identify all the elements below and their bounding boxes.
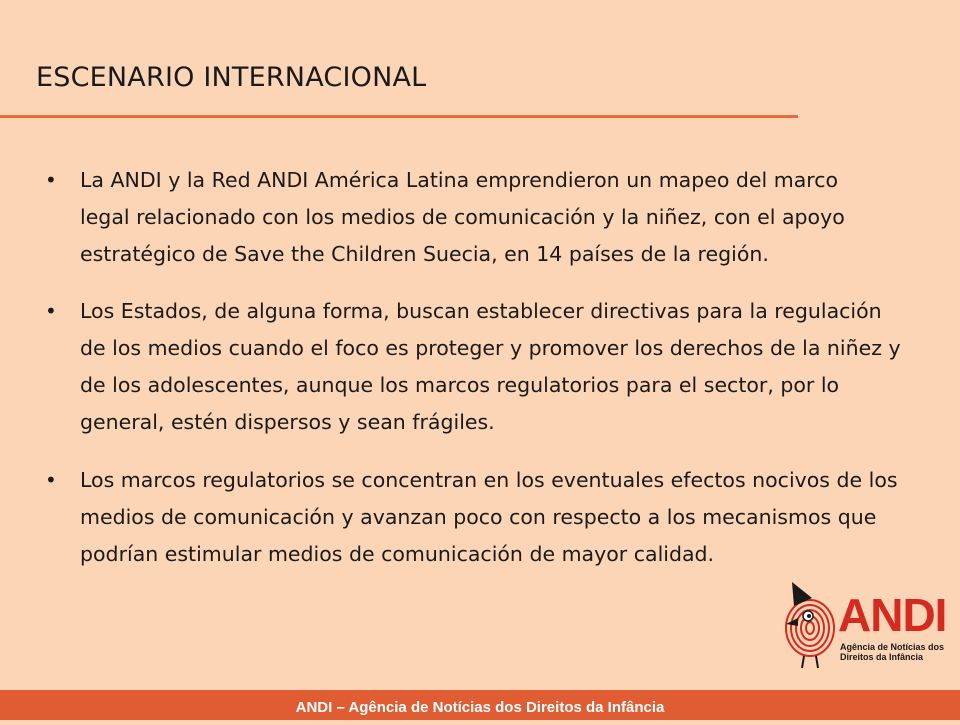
list-item [44,293,904,441]
list-item [44,462,900,573]
bullet-dot: • [45,468,57,492]
footer-bar [0,690,960,720]
title-underline [0,115,798,118]
bullet-text: La ANDI y la Red ANDI América Latina emprendieron un mapeo del marco legal relacionado con los medios de comunicación y la niñez, con el apoyo estratégico de Save the Children Suecia, en 14 países de la región. [80,168,845,266]
logo-tagline [840,642,950,662]
bullet-dot: • [45,299,57,323]
logo-tagline-line: Agência de Notícias dos [840,642,945,652]
bullet-dot: • [45,168,57,192]
fingerprint-bird-icon [778,578,840,670]
andi-logo [778,578,948,670]
bullet-text: Los marcos regulatorios se concentran en los eventuales efectos nocivos de los medios de comunicación y avanzan poco con respecto a los mecanismos que podrían estimular medios de comunicación de mayor calidad. [80,468,898,566]
page-title: ESCENARIO INTERNACIONAL [36,62,427,93]
bullet-list [44,162,904,573]
logo-wordmark: ANDI [838,589,947,641]
list-item [44,162,860,273]
logo-tagline-line: Direitos da Infância [840,652,924,662]
bullet-text: Los Estados, de alguna forma, buscan establecer directivas para la regulación de los medios cuando el foco es proteger y promover los derechos de la niñez y de los adolescentes, aunque los marcos regulatorios para el sector, por lo general, estén dispersos y sean frágiles. [80,299,901,434]
footer-text: ANDI – Agência de Notícias dos Direitos da Infância [295,699,665,716]
